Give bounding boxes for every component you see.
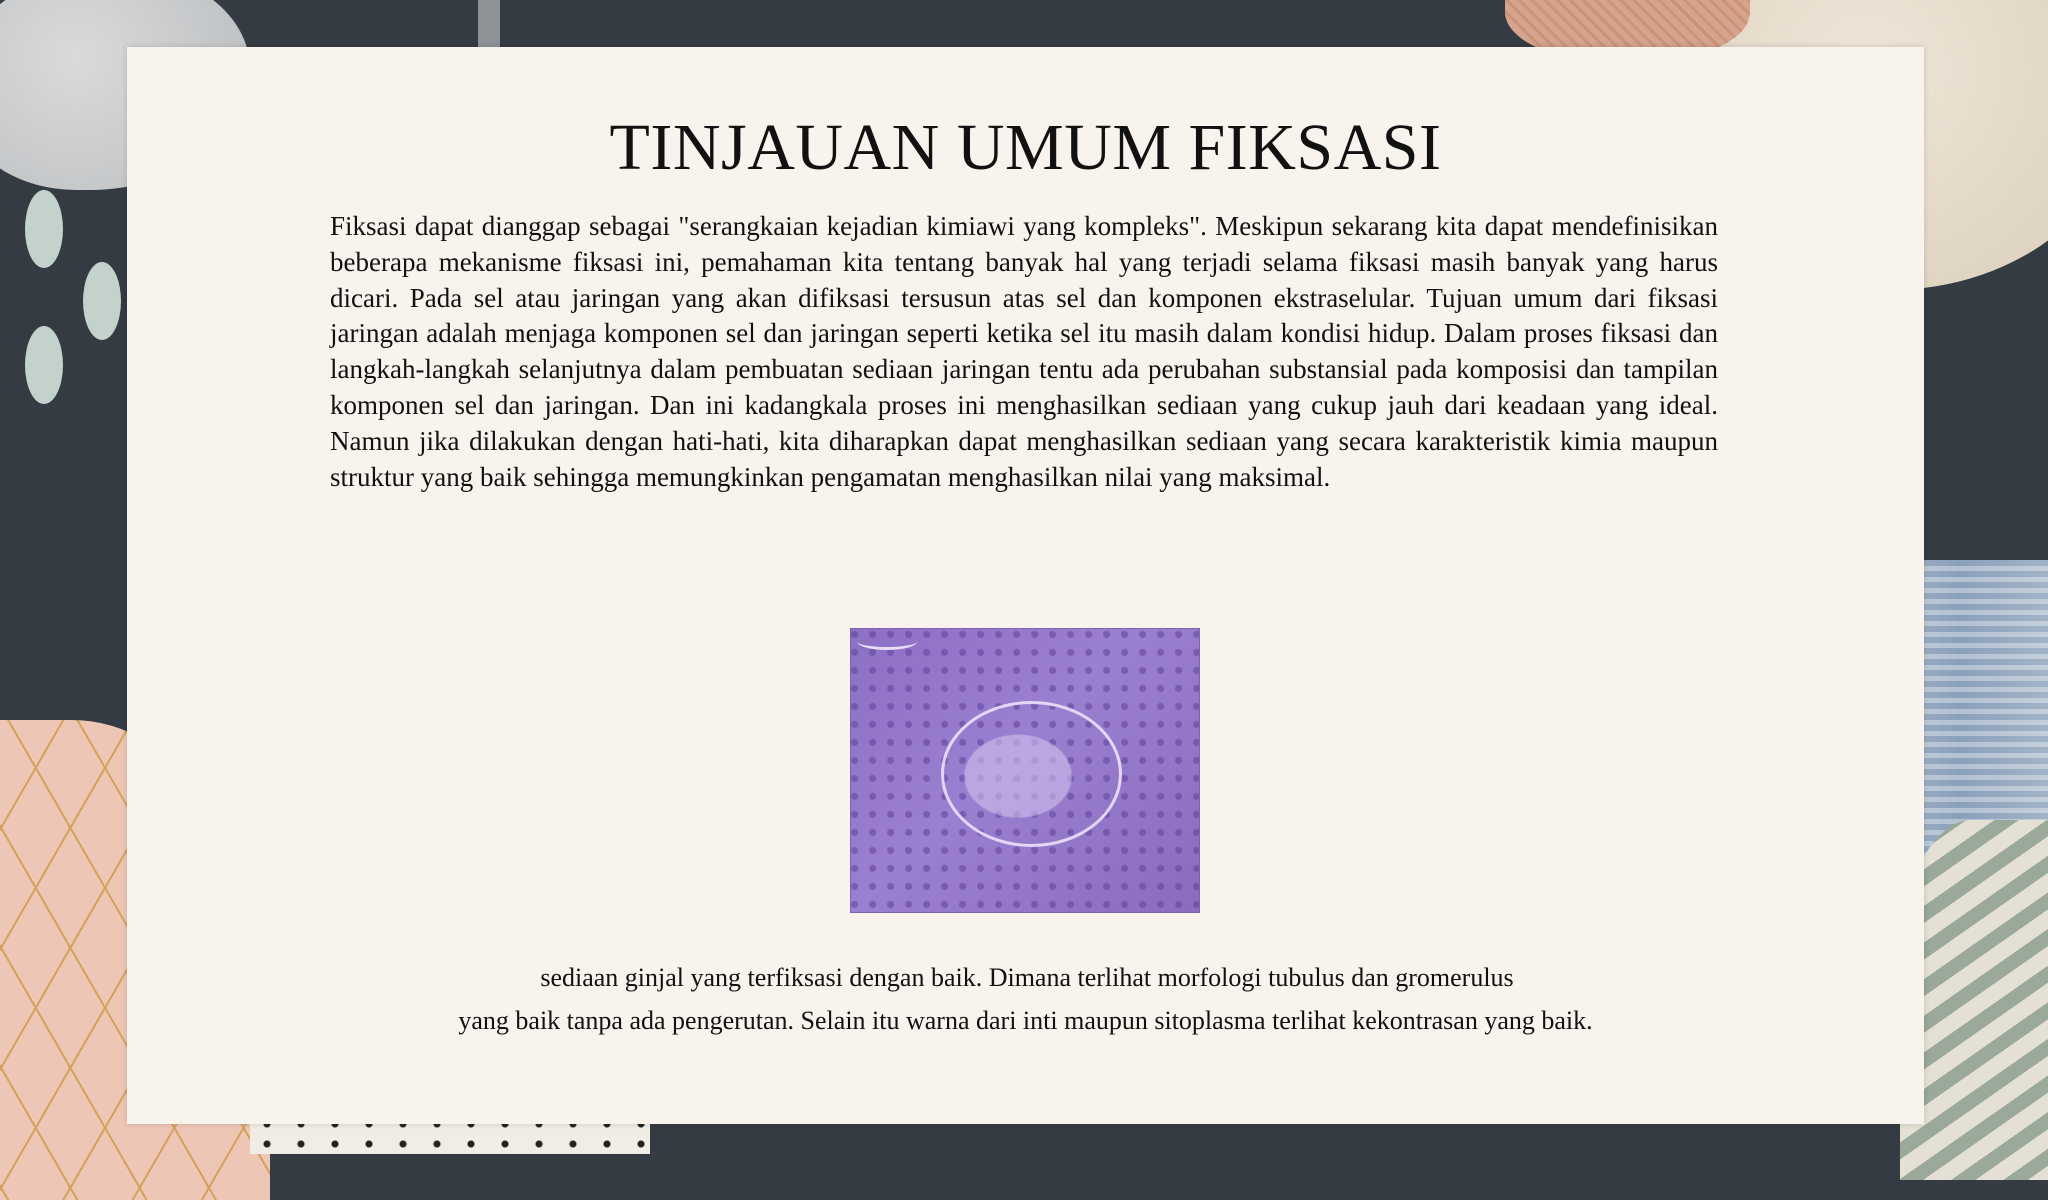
- body-paragraph: Fiksasi dapat dianggap sebagai "serangkaian kejadian kimiawi yang kompleks". Meskipun sekarang kita dapat mendefinisikan beberapa mekanisme fiksasi ini, pemahaman kita tentang banyak hal yang terjadi selama fiksasi masih banyak yang harus dicari. Pada sel atau jaringan yang akan difiksasi tersusun atas sel dan komponen ekstraselular. Tujuan umum dari fiksasi jaringan adalah menjaga komponen sel dan jaringan seperti ketika sel itu masih dalam kondisi hidup. Dalam proses fiksasi dan langkah-langkah selanjutnya dalam pembuatan sediaan jaringan tentu ada perubahan substansial pada komposisi dan tampilan komponen sel dan jaringan. Dan ini kadangkala proses ini menghasilkan sediaan yang cukup jauh dari keadaan yang ideal. Namun jika dilakukan dengan hati-hati, kita diharapkan dapat menghasilkan sediaan yang secara karakteristik kimia maupun struktur yang baik sehingga memungkinkan pengamatan menghasilkan nilai yang maksimal.: [330, 211, 1718, 492]
- vessel-shape: [857, 633, 917, 650]
- decorative-dot: [25, 326, 63, 404]
- slide-title: TINJAUAN UMUM FIKSASI: [609, 111, 1442, 184]
- decorative-dot: [25, 190, 63, 268]
- kidney-micrograph-image: [850, 628, 1200, 913]
- decorative-stripe: [478, 0, 500, 50]
- image-caption-line-2: yang baik tanpa ada pengerutan. Selain itu warna dari inti maupun sitoplasma terlihat kekontrasan yang baik.: [458, 1006, 1593, 1035]
- glomerulus-shape: [941, 701, 1122, 847]
- image-caption-line-1: sediaan ginjal yang terfiksasi dengan baik. Dimana terlihat morfologi tubulus dan gromerulus: [540, 963, 1514, 992]
- decorative-dot: [83, 262, 121, 340]
